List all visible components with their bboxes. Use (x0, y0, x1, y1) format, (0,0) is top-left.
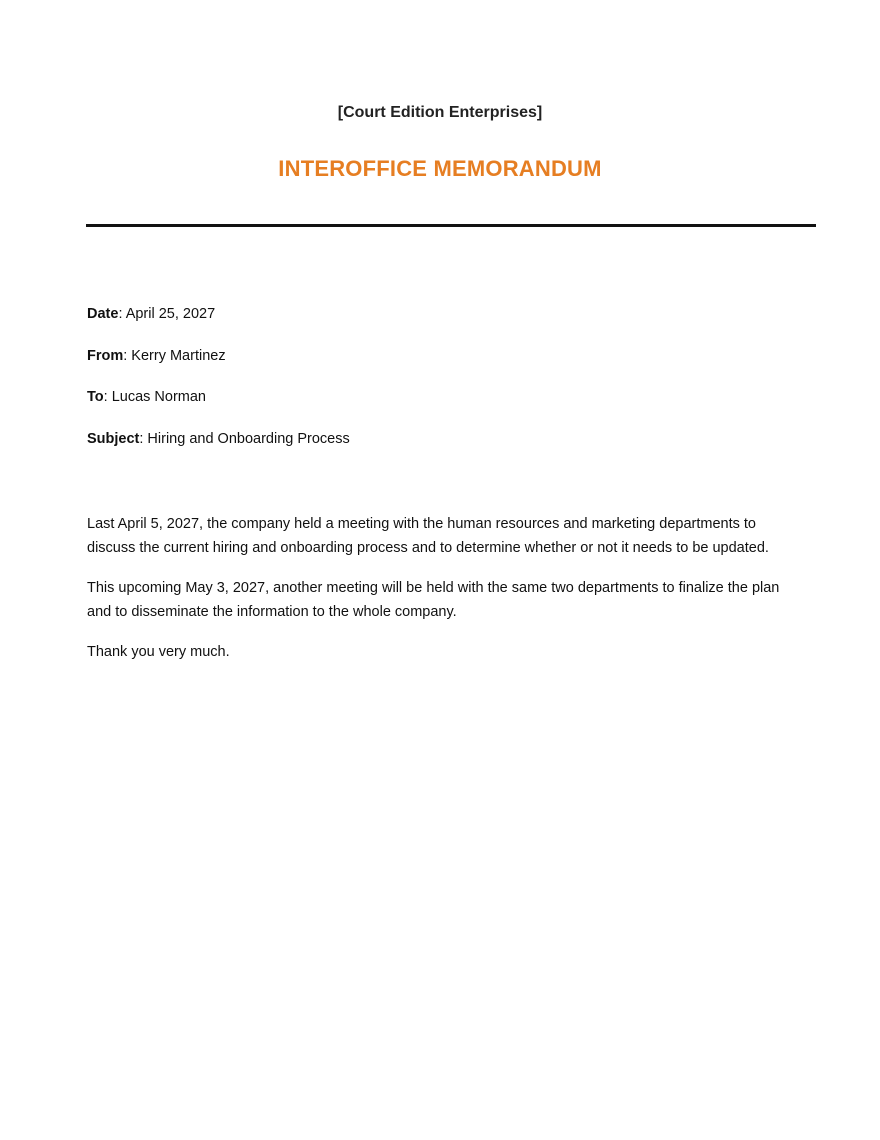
closing-line: Thank you very much. (87, 644, 230, 660)
memo-body (87, 512, 807, 680)
to-field (87, 387, 807, 407)
memo-fields (87, 304, 807, 470)
date-field (87, 304, 807, 324)
date-value: : April 25, 2027 (118, 306, 216, 322)
to-value: : Lucas Norman (103, 389, 206, 405)
body-paragraph-2: This upcoming May 3, 2027, another meeting will be held with the same two departments to finalize the plan and to disseminate the information to the whole company. (87, 580, 780, 620)
memo-title: INTEROFFICE MEMORANDUM (278, 156, 602, 181)
from-label: From (87, 347, 124, 364)
subject-field (87, 429, 807, 449)
from-value: : Kerry Martinez (123, 347, 226, 364)
subject-label: Subject (87, 430, 140, 447)
from-field (87, 346, 807, 366)
subject-value: : Hiring and Onboarding Process (139, 430, 350, 447)
company-name: [Court Edition Enterprises] (337, 104, 543, 121)
date-label: Date (87, 306, 119, 322)
to-label: To (87, 389, 104, 405)
body-paragraph-1: Last April 5, 2027, the company held a meeting with the human resources and marketing departments to discuss the current hiring and onboarding process and to determine whether or not it needs to be updated. (87, 516, 769, 556)
header-divider (86, 224, 816, 227)
